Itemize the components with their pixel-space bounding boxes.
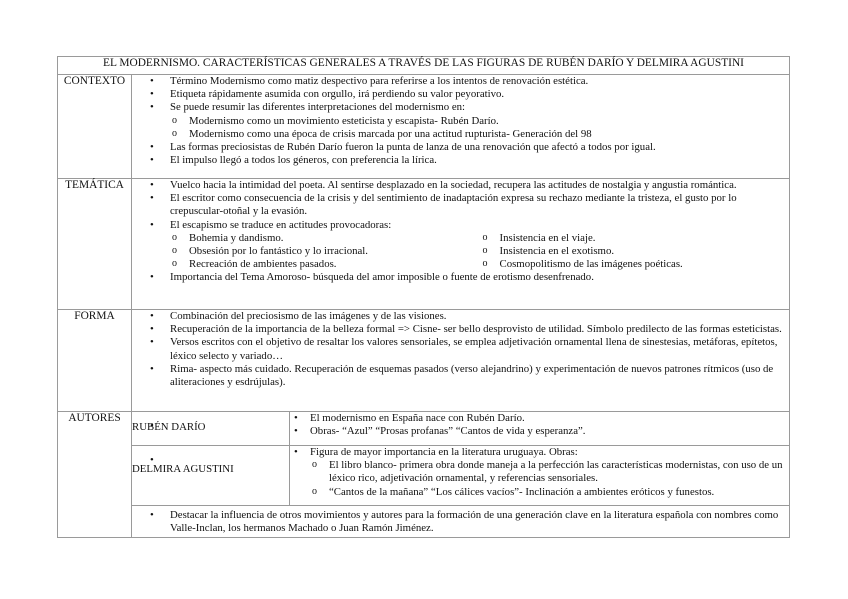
tematica-sublist-right: [480, 232, 790, 272]
closing-list: [132, 509, 789, 535]
forma-row: [58, 310, 790, 412]
modernismo-table: [57, 56, 790, 538]
contexto-sublist: [170, 115, 789, 141]
sub-list-item: o Obsesión por lo fantástico y lo irracional.: [170, 245, 480, 258]
sub-list-item: o El libro blanco- primera obra donde maneja a la perfección las características modernistas, con uso de un léxico rico, adjetivación ornamental, y referencias sensoriales.: [310, 459, 789, 485]
section-label-autores: AUTORES: [58, 412, 132, 538]
list-item-text: Se puede resumir las diferentes interpretaciones del modernismo en:: [170, 101, 466, 114]
list-item: • El impulso llegó a todos los géneros, con preferencia la lírica.: [132, 154, 789, 167]
list-item-text: El escapismo se traduce en actitudes provocadoras:: [170, 218, 392, 231]
delmira-content: [290, 446, 790, 506]
sub-list-item: o Cosmopolitismo de las imágenes poéticas.: [480, 258, 790, 271]
contexto-row: [58, 75, 790, 179]
contexto-list: [132, 75, 789, 167]
tematica-list: [132, 179, 789, 285]
section-label-tematica: TEMÁTICA: [58, 179, 132, 310]
list-item: • Vuelco hacia la intimidad del poeta. Al sentirse desplazado en la sociedad, recupera las actitudes de nostalgia y angustia romántica.: [132, 179, 789, 192]
list-item: [290, 446, 789, 499]
author-ruben-dario: • RUBÉN DARÍO: [132, 412, 290, 446]
delmira-sublist: [310, 459, 789, 499]
list-item: • Combinación del preciosismo de las imágenes y de las visiones.: [132, 310, 789, 323]
tematica-row: [58, 179, 790, 310]
section-label-forma: FORMA: [58, 310, 132, 412]
closing-row: [58, 506, 790, 538]
delmira-list: [290, 446, 789, 499]
ruben-content: [290, 412, 790, 446]
list-item: [132, 101, 789, 141]
sub-list-item: o Bohemia y dandismo.: [170, 232, 480, 245]
section-label-contexto: CONTEXTO: [58, 75, 132, 179]
ruben-row: [58, 412, 790, 446]
list-item: • Obras- “Azul” “Prosas profanas” “Cantos de vida y esperanza”.: [290, 425, 789, 438]
delmira-row: [58, 446, 790, 506]
list-item: • El modernismo en España nace con Rubén Darío.: [290, 412, 789, 425]
author-delmira-agustini: • DELMIRA AGUSTINI: [132, 446, 290, 506]
title-row: [58, 57, 790, 75]
list-item: • Las formas preciosistas de Rubén Darío fueron la punta de lanza de una renovación que afectó a todos por igual.: [132, 141, 789, 154]
tematica-sublist-left: [170, 232, 480, 272]
list-item: • Término Modernismo como matiz despectivo para referirse a los intentos de renovación estética.: [132, 75, 789, 88]
list-item: • El escritor como consecuencia de la crisis y del sentimiento de inadaptación expresa su rechazo mediante la tristeza, el gusto por lo crepuscular-otoñal y la evasión.: [132, 192, 789, 218]
forma-content: [132, 310, 790, 412]
list-item: • Recuperación de la importancia de la belleza formal => Cisne- ser bello desprovisto de utilidad. Símbolo predilecto de las formas esteticistas.: [132, 323, 789, 336]
list-item: • Importancia del Tema Amoroso- búsqueda del amor imposible o fuente de erotismo desenfrenado.: [132, 271, 789, 284]
sub-list-item: o Recreación de ambientes pasados.: [170, 258, 480, 271]
sub-list-item: o Insistencia en el exotismo.: [480, 245, 790, 258]
contexto-content: [132, 75, 790, 179]
closing-content: [132, 506, 790, 538]
forma-list: [132, 310, 789, 389]
list-item: [132, 219, 789, 272]
list-item: • Rima- aspecto más cuidado. Recuperación de esquemas pasados (verso alejandrino) y experimentación de nuevos patrones rítmicos (uso de aliteraciones y esdrújulas).: [132, 363, 789, 389]
list-item: • Etiqueta rápidamente asumida con orgullo, irá perdiendo su valor peyorativo.: [132, 88, 789, 101]
ruben-list: [290, 412, 789, 438]
list-item-text: Figura de mayor importancia en la literatura uruguaya. Obras:: [310, 446, 578, 458]
sub-list-item: o “Cantos de la mañana” “Los cálices vacíos”- Inclinación a ambientes eróticos y funestos.: [310, 486, 789, 499]
document-title: EL MODERNISMO. CARACTERÍSTICAS GENERALES A TRAVÉS DE LAS FIGURAS DE RUBÉN DARÍO Y DELMIRA AGUSTINI: [58, 57, 790, 75]
tematica-two-column-sublist: [170, 232, 789, 272]
sub-list-item: o Modernismo como un movimiento esteticista y escapista- Rubén Darío.: [170, 115, 789, 128]
list-item: • Versos escritos con el objetivo de resaltar los valores sensoriales, se emplea adjetivación ornamental llena de sinestesias, metáforas, epítetos, léxico selecto y variado…: [132, 336, 789, 362]
sub-list-item: o Modernismo como una época de crisis marcada por una actitud rupturista- Generación del 98: [170, 128, 789, 141]
list-item: • Destacar la influencia de otros movimientos y autores para la formación de una generación clave en la literatura española con nombres como Valle-Inclan, los hermanos Machado o Juan Ramón Jiménez.: [132, 509, 789, 535]
tematica-content: [132, 179, 790, 310]
sub-list-item: o Insistencia en el viaje.: [480, 232, 790, 245]
